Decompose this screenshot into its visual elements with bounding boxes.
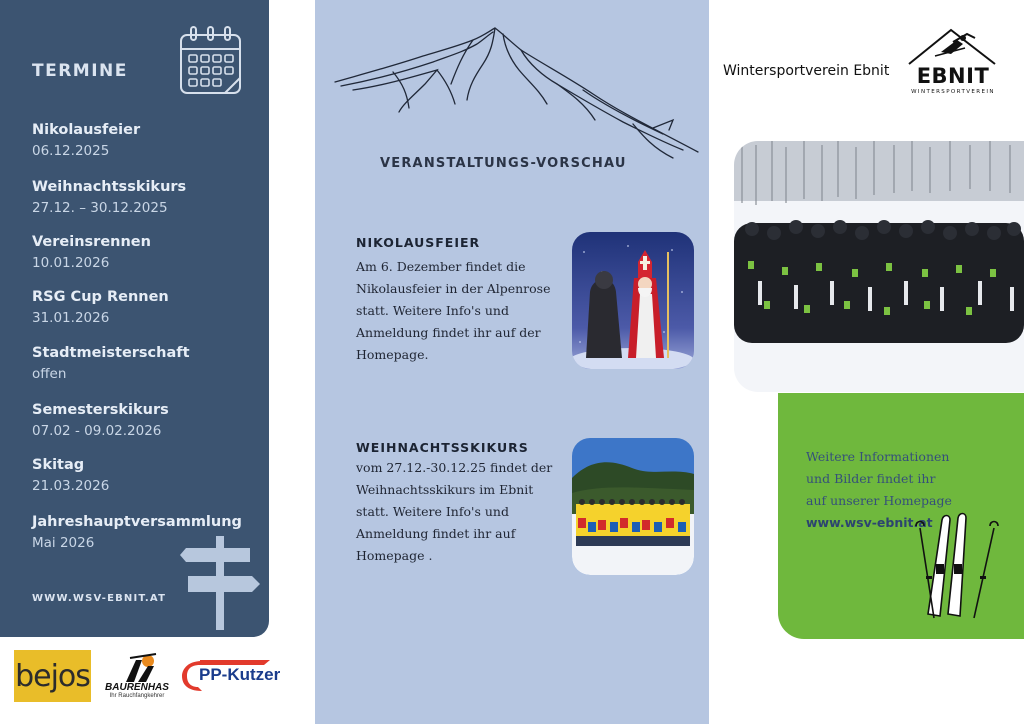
article-nikolausfeier-title: NIKOLAUSFEIER — [356, 235, 481, 250]
club-name: Wintersportverein Ebnit — [723, 63, 890, 79]
sponsor-baurenhas-sub: Ihr Rauchfangkehrer — [109, 693, 165, 699]
article-line: Homepage. — [356, 347, 429, 362]
article-nikolausfeier-body — [356, 256, 556, 366]
article-line: Weihnachtsskikurs im Ebnit — [356, 482, 534, 497]
event-date: 06.12.2025 — [32, 143, 110, 159]
event-name: Semesterskikurs — [32, 402, 169, 418]
sponsor-bejos-text: bejos — [15, 658, 90, 694]
info-line: und Bilder findet ihr — [806, 471, 936, 486]
event-rsg-cup-rennen — [32, 288, 169, 326]
team-photo — [734, 141, 1024, 392]
article-line: Anmeldung findet ihr auf — [356, 526, 516, 541]
info-line: Weitere Informationen — [806, 449, 950, 464]
event-weihnachtsskikurs — [32, 178, 186, 216]
sponsor-baurenhas-name: BAURENHAS — [105, 682, 169, 693]
info-line: auf unserer Homepage — [806, 493, 952, 508]
event-name: Vereinsrennen — [32, 234, 151, 250]
event-nikolausfeier — [32, 121, 140, 159]
event-date: 10.01.2026 — [32, 255, 110, 271]
sponsor-baurenhas-logo — [100, 652, 174, 700]
article-line: statt. Weitere Info's und — [356, 303, 509, 318]
event-skitag — [32, 456, 109, 494]
event-name: Jahreshauptversammlung — [32, 514, 242, 530]
article-weihnachtsskikurs-body — [356, 457, 556, 567]
event-vereinsrennen — [32, 233, 151, 271]
chimney-sweep-icon — [100, 652, 174, 684]
signpost-icon — [178, 534, 264, 632]
article-line: Am 6. Dezember findet die — [356, 259, 526, 274]
mountain-icon — [333, 24, 701, 164]
sponsor-bejos-logo — [14, 650, 91, 702]
event-date: 31.01.2026 — [32, 310, 110, 326]
nikolaus-photo — [572, 232, 694, 369]
article-line: vom 27.12.-30.12.25 findet der — [356, 460, 553, 475]
event-name: RSG Cup Rennen — [32, 289, 169, 305]
article-weihnachtsskikurs-title: WEIHNACHTSSKIKURS — [356, 440, 529, 455]
article-line: statt. Weitere Info's und — [356, 504, 509, 519]
logo-sub-text: WINTERSPORTVEREIN — [911, 89, 995, 95]
event-date: Mai 2026 — [32, 535, 95, 551]
article-line: Nikolausfeier in der Alpenrose — [356, 281, 551, 296]
skier-logo-icon — [905, 26, 997, 66]
info-website-link[interactable]: www.wsv-ebnit.at — [806, 515, 933, 530]
termine-heading: TERMINE — [32, 61, 128, 81]
skikurs-photo — [572, 438, 694, 575]
sponsor-ppk-text: PP-Kutzer — [199, 665, 281, 684]
article-line: Homepage . — [356, 548, 433, 563]
event-date: 27.12. – 30.12.2025 — [32, 200, 168, 216]
event-name: Nikolausfeier — [32, 122, 141, 138]
event-name: Stadtmeisterschaft — [32, 345, 190, 361]
website-link[interactable]: WWW.WSV-EBNIT.AT — [32, 593, 167, 604]
club-logo — [905, 26, 997, 98]
logo-ebnit-text: EBNIT — [916, 64, 990, 88]
event-stadtmeisterschaft — [32, 344, 190, 382]
ski-icon — [912, 506, 1002, 622]
event-date: offen — [32, 366, 67, 382]
article-line: Anmeldung findet ihr auf der — [356, 325, 541, 340]
calendar-icon — [178, 25, 244, 97]
sponsor-ppk-logo — [180, 657, 298, 695]
vorschau-heading: VERANSTALTUNGS-VORSCHAU — [380, 156, 627, 171]
event-semesterskikurs — [32, 401, 169, 439]
event-name: Weihnachtsskikurs — [32, 179, 187, 195]
event-date: 07.02 - 09.02.2026 — [32, 423, 162, 439]
event-name: Skitag — [32, 457, 85, 473]
event-date: 21.03.2026 — [32, 478, 110, 494]
